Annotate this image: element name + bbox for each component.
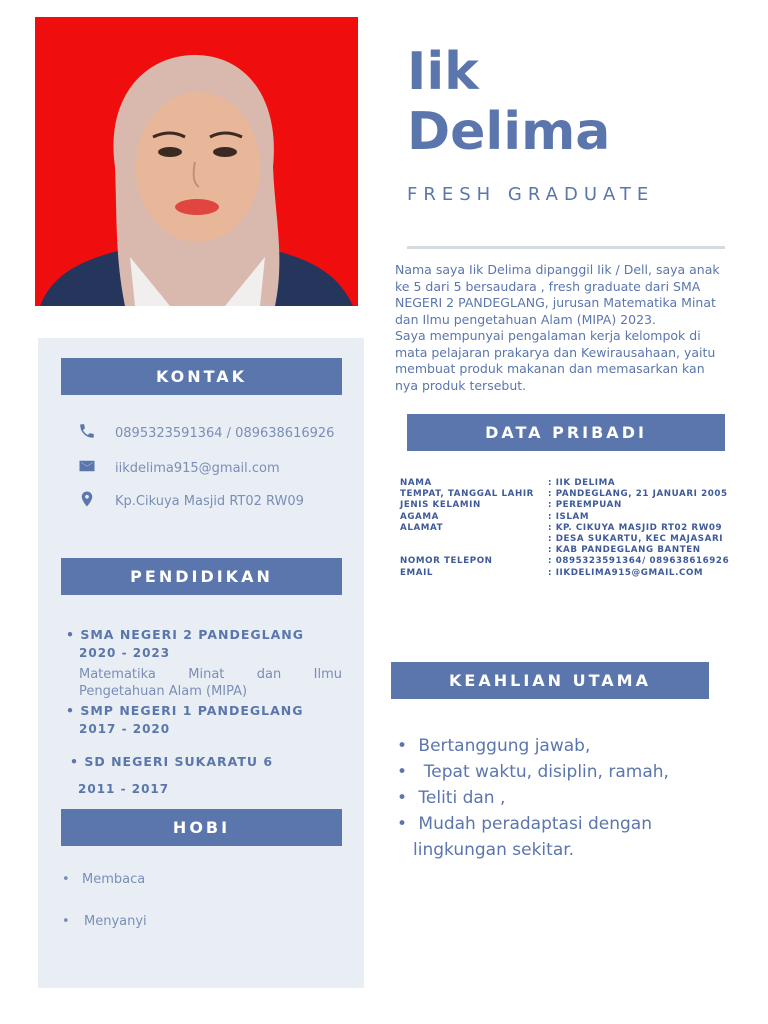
education-school-name: SD NEGERI SUKARATU 6 — [84, 754, 274, 769]
education-bullet: • — [66, 703, 75, 718]
skill-text: Tepat waktu, disiplin, ramah, — [413, 762, 669, 782]
education-school — [66, 703, 303, 718]
hobby-item — [62, 914, 147, 929]
contact-phone — [78, 422, 334, 444]
about-line: dan Ilmu pengetahuan Alam (MIPA) 2023. — [395, 311, 656, 327]
contact-email-text: iikdelima915@gmail.com — [115, 460, 280, 476]
field-value: : IIKDELIMA915@GMAIL.COM — [548, 567, 704, 578]
skill-text: Teliti dan , — [413, 788, 506, 808]
role-title: FRESH GRADUATE — [407, 184, 655, 205]
about-line: Saya mempunyai pengalaman kerja kelompok di — [395, 328, 701, 343]
about-line: mata pelajaran prakarya dan Kewirausahaan, yaitu — [395, 344, 716, 360]
field-label — [400, 534, 548, 545]
contact-phone-text: 0895323591364 / 089638616926 — [115, 425, 335, 441]
education-school — [70, 754, 273, 769]
field-value: : PANDEGLANG, 21 JANUARI 2005 — [548, 489, 728, 500]
education-bullet: • — [70, 754, 79, 769]
education-school-name: SMP NEGERI 1 PANDEGLANG — [80, 703, 304, 718]
field-value: : KP. CIKUYA MASJID RT02 RW09 — [548, 522, 723, 533]
location-pin-icon — [78, 490, 96, 512]
skill-item — [397, 759, 669, 785]
phone-icon — [78, 422, 96, 444]
personal-data-heading: DATA PRIBADI — [407, 414, 725, 451]
personal-data-table — [400, 478, 729, 579]
skills-list — [397, 733, 669, 863]
field-value: : 0895323591364/ 089638616926 — [548, 556, 730, 567]
field-value: : KAB PANDEGLANG BANTEN — [548, 545, 701, 556]
skill-text: Bertanggung jawab, — [413, 736, 591, 756]
table-row — [400, 512, 729, 523]
field-value: : ISLAM — [548, 511, 590, 522]
skill-bullet: • — [397, 814, 408, 834]
field-label: NAMA — [400, 478, 432, 488]
skill-item — [397, 837, 669, 863]
skill-bullet: • — [397, 788, 408, 808]
field-label: ALAMAT — [400, 522, 444, 533]
table-row — [400, 568, 729, 579]
skills-heading: KEAHLIAN UTAMA — [391, 662, 709, 699]
hobby-heading: HOBI — [61, 809, 342, 846]
table-row — [400, 489, 729, 500]
table-row — [400, 534, 729, 545]
education-major: Matematika Minat dan Ilmu Pengetahuan Alam (MIPA) — [79, 667, 342, 699]
education-years: 2020 - 2023 — [79, 646, 171, 660]
contact-address-text: Kp.Cikuya Masjid RT02 RW09 — [115, 493, 304, 509]
table-row — [400, 545, 729, 556]
skill-bullet: • — [397, 762, 408, 782]
profile-photo — [35, 17, 358, 306]
skill-bullet: • — [397, 736, 408, 756]
about-line: NEGERI 2 PANDEGLANG, jurusan Matematika Minat — [395, 295, 716, 310]
education-school-name: SMA NEGERI 2 PANDEGLANG — [80, 627, 304, 642]
hobby-bullet: • — [62, 914, 70, 929]
field-value: : IIK DELIMA — [548, 478, 616, 488]
about-line: nya produk tersebut. — [395, 377, 527, 393]
hobby-item — [62, 872, 145, 887]
skill-item — [397, 785, 669, 811]
table-row — [400, 523, 729, 534]
hobby-bullet: • — [62, 872, 70, 887]
field-label: AGAMA — [400, 511, 439, 522]
email-icon — [78, 457, 96, 479]
education-bullet: • — [66, 627, 75, 642]
education-years: 2011 - 2017 — [78, 782, 170, 796]
field-label: TEMPAT, TANGGAL LAHIR — [400, 489, 534, 500]
field-label: EMAIL — [400, 567, 434, 578]
skill-text: Mudah peradaptasi dengan — [413, 814, 652, 834]
contact-email — [78, 457, 280, 479]
first-name: Iik — [407, 42, 479, 102]
hobby-label: Membaca — [82, 872, 146, 887]
portrait-illustration — [35, 17, 358, 306]
hobby-label: Menyanyi — [84, 914, 147, 929]
field-label: JENIS KELAMIN — [400, 500, 481, 511]
contact-address — [78, 490, 304, 512]
skill-text: lingkungan sekitar. — [413, 840, 575, 860]
education-school — [66, 627, 304, 642]
skill-item — [397, 733, 669, 759]
field-value: : DESA SUKARTU, KEC MAJASARI — [548, 534, 724, 545]
contact-heading: KONTAK — [61, 358, 342, 395]
field-label: NOMOR TELEPON — [400, 556, 493, 567]
about-line: ke 5 dari 5 bersaudara , fresh graduate dari SMA — [395, 278, 701, 294]
header-divider — [407, 246, 725, 249]
table-row — [400, 556, 729, 567]
about-line: Nama saya Iik Delima dipanggil Iik / Dell, saya anak — [395, 262, 720, 277]
table-row — [400, 500, 729, 511]
field-label — [400, 545, 548, 556]
last-name: Delima — [407, 102, 611, 162]
education-years: 2017 - 2020 — [79, 722, 171, 736]
field-value: : PEREMPUAN — [548, 500, 622, 511]
skill-item — [397, 811, 669, 837]
about-text — [395, 262, 741, 394]
table-row — [400, 478, 729, 489]
education-heading: PENDIDIKAN — [61, 558, 342, 595]
about-line: membuat produk makanan dan memasarkan kan — [395, 361, 705, 376]
